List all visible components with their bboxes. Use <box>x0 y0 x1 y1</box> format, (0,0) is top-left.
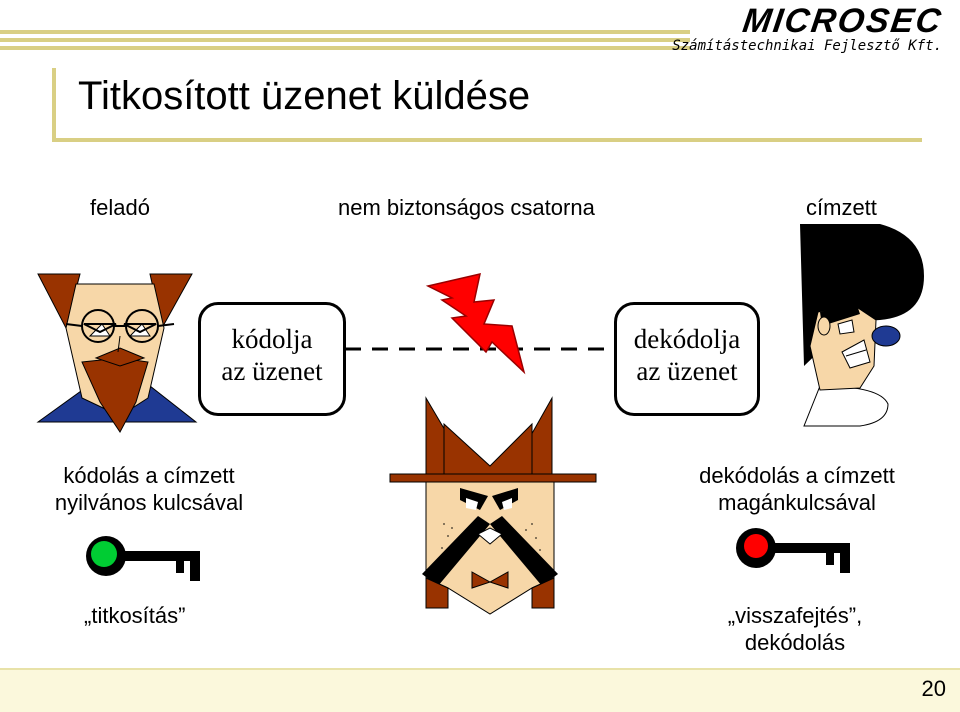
public-key-icon <box>80 532 220 592</box>
decryption-caption <box>690 602 900 656</box>
encode-box-line1: kódolja <box>231 324 313 354</box>
private-key-caption-line1: dekódolás a címzett <box>699 463 895 488</box>
private-key-caption-line2: magánkulcsával <box>718 490 876 515</box>
sender-label: feladó <box>90 195 150 220</box>
decryption-caption-line1: „visszafejtés”, <box>727 603 863 628</box>
decode-box-line2: az üzenet <box>636 356 738 386</box>
footer-bar <box>0 668 960 712</box>
encode-box-line2: az üzenet <box>221 356 323 386</box>
encryption-caption: „titkosítás” <box>84 603 186 628</box>
private-key-icon <box>730 524 870 584</box>
decryption-caption-line2: dekódolás <box>744 630 846 655</box>
microsec-logo: MICROSEC <box>740 2 945 40</box>
page-number: 20 <box>921 676 946 701</box>
page-title: Titkosított üzenet küldése <box>78 74 531 118</box>
recipient-label: címzett <box>806 195 877 220</box>
company-name: Számítástechnikai Fejlesztő Kft. <box>672 38 942 54</box>
public-key-caption-line1: kódolás a címzett <box>63 463 235 488</box>
decode-box-line1: dekódolja <box>633 324 741 354</box>
sender-face-icon <box>36 266 236 436</box>
public-key-caption-line2: nyilvános kulcsával <box>54 490 244 515</box>
recipient-face-icon <box>790 216 930 436</box>
channel-label: nem biztonságos csatorna <box>338 195 595 220</box>
public-key-caption <box>44 462 254 516</box>
private-key-caption <box>672 462 922 516</box>
eavesdropper-face-icon <box>382 392 602 622</box>
